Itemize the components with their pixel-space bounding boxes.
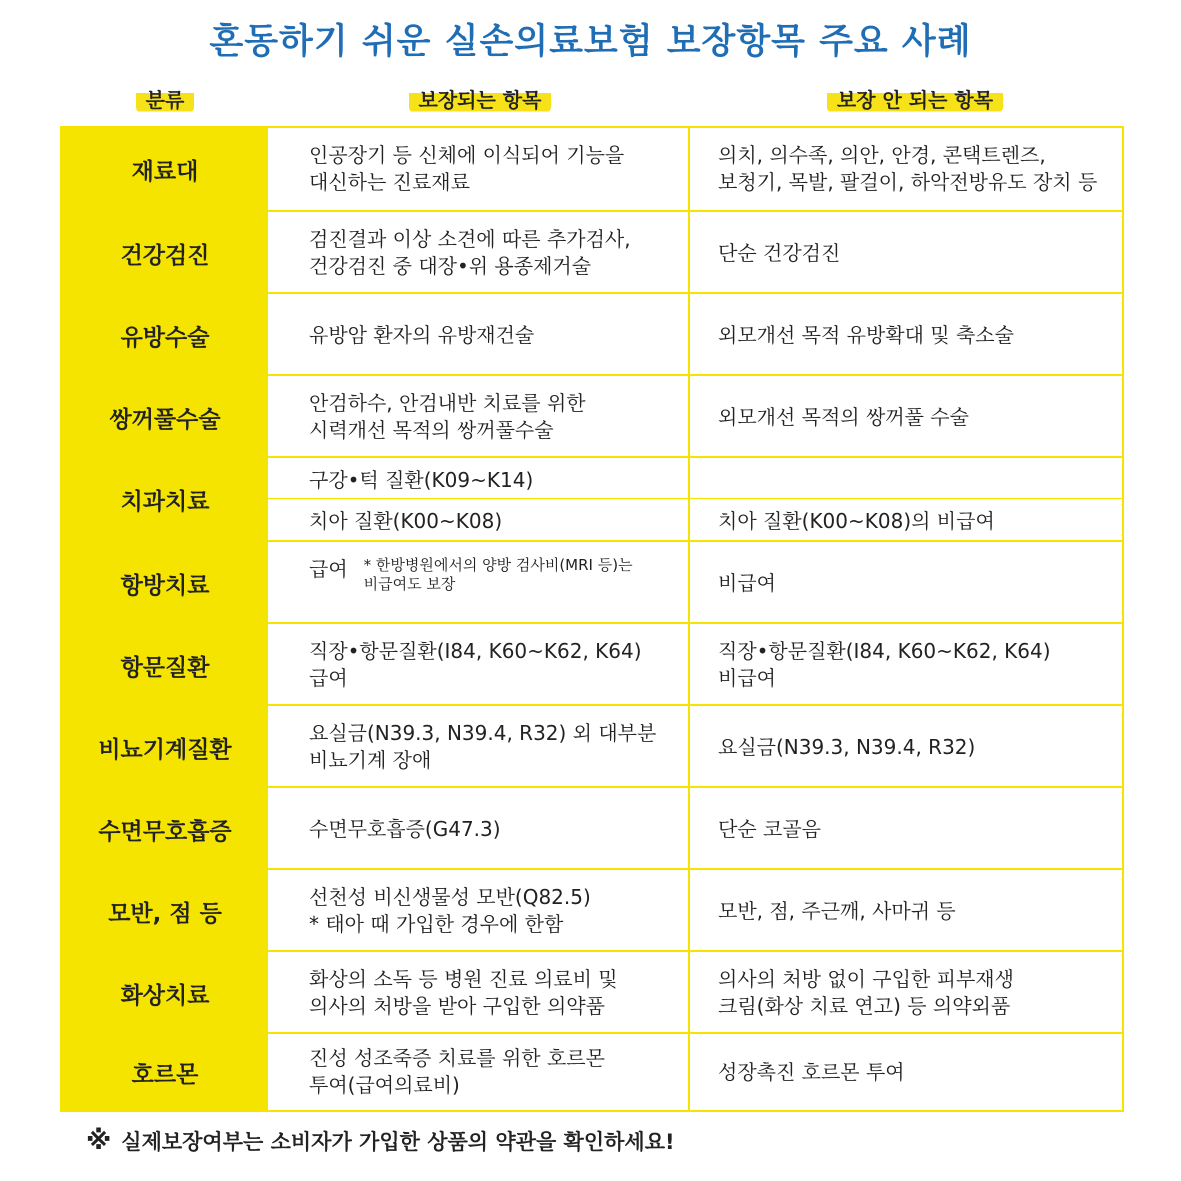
table-row bbox=[62, 128, 1122, 210]
table-row bbox=[62, 788, 1122, 870]
header-not-covered-label: 보장 안 되는 항목 bbox=[827, 82, 1003, 113]
table-row bbox=[62, 1034, 1122, 1110]
covered-cell-text: 치아 질환(K00~K08) bbox=[309, 509, 503, 533]
footer-text: 실제보장여부는 소비자가 가입한 상품의 약관을 확인하세요! bbox=[121, 1130, 675, 1154]
not-covered-cell: 외모개선 목적 유방확대 및 축소술 bbox=[718, 322, 1014, 347]
coverage-table bbox=[60, 126, 1124, 1112]
header-covered bbox=[370, 82, 590, 112]
table-row bbox=[62, 294, 1122, 376]
not-covered-cell: 단순 건강검진 bbox=[718, 240, 841, 265]
not-covered-cell: 모반, 점, 주근깨, 사마귀 등 bbox=[718, 898, 956, 923]
row-category: 유방수술 bbox=[120, 324, 210, 351]
not-covered-cell: 직장•항문질환(I84, K60~K62, K64) 비급여 bbox=[718, 639, 1051, 690]
table-row bbox=[62, 458, 1122, 540]
covered-cell: 인공장기 등 신체에 이식되어 기능을 대신하는 진료재료 bbox=[309, 143, 625, 194]
footer-notice bbox=[86, 1126, 675, 1156]
covered-cell bbox=[309, 458, 533, 499]
covered-cell: 안검하수, 안검내반 치료를 위한 시력개선 목적의 쌍꺼풀수술 bbox=[309, 391, 586, 442]
covered-cell: 직장•항문질환(I84, K60~K62, K64) 급여 bbox=[309, 639, 642, 690]
not-covered-cell: 요실금(N39.3, N39.4, R32) bbox=[718, 734, 976, 759]
row-category: 호르몬 bbox=[131, 1061, 199, 1088]
table-row bbox=[62, 624, 1122, 706]
row-category: 쌍꺼풀수술 bbox=[109, 406, 221, 433]
row-category: 건강검진 bbox=[120, 242, 210, 269]
covered-cell: 급여 bbox=[309, 557, 348, 581]
row-category: 수면무호흡증 bbox=[98, 818, 232, 845]
reference-mark-icon: ※ bbox=[86, 1126, 112, 1156]
table-row bbox=[62, 706, 1122, 788]
not-covered-cell: 비급여 bbox=[718, 570, 776, 595]
row-category: 화상치료 bbox=[120, 982, 210, 1009]
row-category: 치과치료 bbox=[120, 488, 210, 515]
covered-cell: 화상의 소독 등 병원 진료 의료비 및 의사의 처방을 받아 구입한 의약품 bbox=[309, 967, 618, 1018]
table-row bbox=[62, 212, 1122, 294]
covered-cell: 검진결과 이상 소견에 따른 추가검사, 건강검진 중 대장•위 용종제거술 bbox=[309, 227, 631, 278]
table-row bbox=[62, 870, 1122, 952]
covered-cell: 진성 성조죽증 치료를 위한 호르몬 투여(급여의료비) bbox=[309, 1046, 605, 1097]
row-category: 비뇨기계질환 bbox=[98, 736, 232, 763]
not-covered-cell: 성장촉진 호르몬 투여 bbox=[718, 1059, 905, 1084]
covered-cell: 유방암 환자의 유방재건술 bbox=[309, 322, 535, 347]
covered-cell: 선천성 비신생물성 모반(Q82.5) * 태아 때 가입한 경우에 한함 bbox=[309, 885, 591, 936]
covered-cell: 수면무호흡증(G47.3) bbox=[309, 816, 501, 841]
not-covered-cell: 의사의 처방 없이 구입한 피부재생 크림(화상 치료 연고) 등 의약외품 bbox=[718, 967, 1014, 1018]
header-covered-label: 보장되는 항목 bbox=[409, 82, 552, 113]
row-category: 모반, 점 등 bbox=[108, 900, 222, 927]
page-title: 혼동하기 쉬운 실손의료보험 보장항목 주요 사례 bbox=[209, 22, 972, 62]
not-covered-cell: 단순 코골음 bbox=[718, 816, 821, 841]
covered-cell bbox=[309, 499, 502, 540]
table-row bbox=[62, 542, 1122, 624]
not-covered-cell: 외모개선 목적의 쌍꺼풀 수술 bbox=[718, 404, 969, 429]
header-category-label: 분류 bbox=[136, 82, 195, 113]
table-row bbox=[62, 376, 1122, 458]
not-covered-cell: 의치, 의수족, 의안, 안경, 콘택트렌즈, 보청기, 목발, 팔걸이, 하악전방유도 장치 등 bbox=[718, 143, 1098, 194]
not-covered-cell-text: 치아 질환(K00~K08)의 비급여 bbox=[718, 509, 995, 533]
not-covered-cell bbox=[718, 499, 995, 540]
covered-note: * 한방병원에서의 양방 검사비(MRI 등)는 비급여도 보장 bbox=[363, 556, 633, 593]
row-category: 항문질환 bbox=[120, 654, 210, 681]
row-category: 항방치료 bbox=[120, 572, 210, 599]
header-not-covered bbox=[790, 82, 1040, 112]
covered-cell-text: 구강•턱 질환(K09~K14) bbox=[309, 468, 534, 492]
covered-cell: 요실금(N39.3, N39.4, R32) 외 대부분 비뇨기계 장애 bbox=[309, 721, 657, 772]
header-category bbox=[115, 82, 215, 112]
row-category: 재료대 bbox=[131, 158, 199, 185]
table-row bbox=[62, 952, 1122, 1034]
